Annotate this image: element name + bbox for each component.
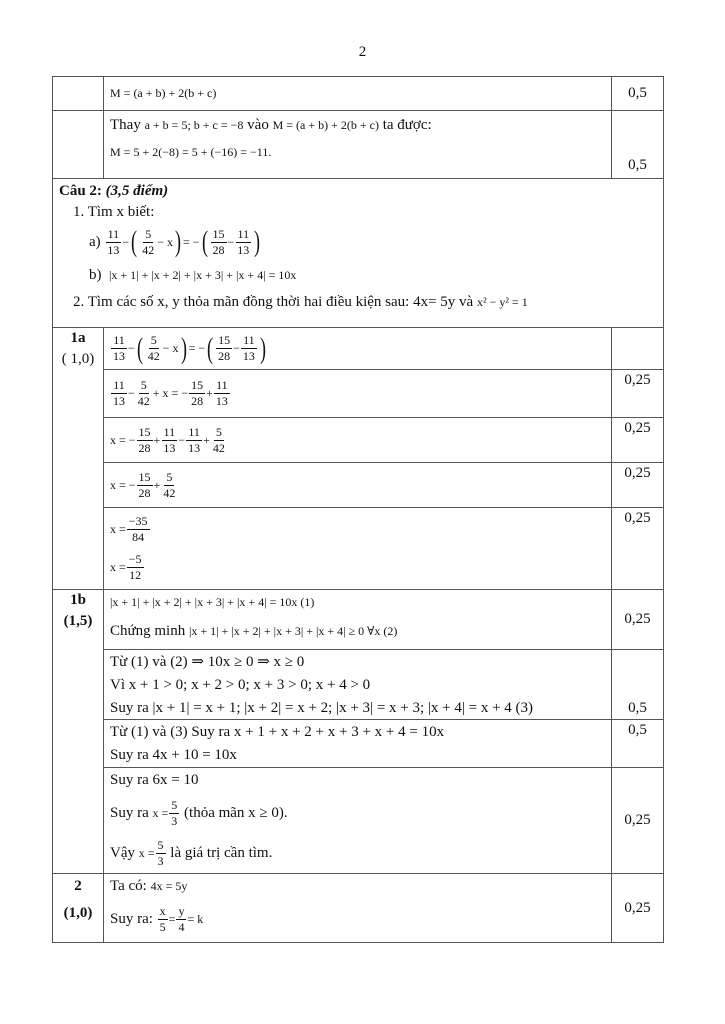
text: (thỏa mãn x ≥ 0). xyxy=(184,804,288,821)
table-row: x = $\frac{-35}{84}$ x = $\frac{-5}{12}$ 0,25 xyxy=(53,508,664,590)
score-cell: 0,5 xyxy=(612,77,664,111)
formula: M = 5 + 2(−8) = 5 + (−16) = −11. xyxy=(110,145,272,159)
text: Vì x + 1 > 0; x + 2 > 0; x + 3 > 0; x + 4 > 0 xyxy=(110,677,371,693)
question-row xyxy=(53,179,664,328)
score-cell: 0,25 xyxy=(612,768,664,874)
item-1a: a) $\frac{11}{13}$ − ( $\frac{5}{42}$ − x ) = − ( $\frac{15}{28}$ − $\frac{11}{13}$ ) xyxy=(89,225,261,258)
table-row xyxy=(53,111,664,179)
table-row xyxy=(53,77,664,111)
fraction: $\frac{-5}{12}$ xyxy=(128,552,142,582)
table-row: Suy ra 6x = 10 Suy ra x = $\frac{5}{3}$ (thỏa mãn x ≥ 0). Vậy x = $\frac{5}{3}$ là giá trị cần tìm. 0,25 xyxy=(53,768,664,874)
formula-m: M = (a + b) + 2(b + c) xyxy=(110,86,217,100)
fraction: $\frac{5}{3}$ xyxy=(157,837,164,868)
solution-table xyxy=(52,76,664,943)
fraction: $\frac{11}{13}$ xyxy=(113,378,125,408)
item-1b xyxy=(59,265,657,286)
score-cell: 0,5 xyxy=(612,111,664,179)
table-row xyxy=(53,720,664,768)
text: vào xyxy=(247,117,269,133)
fraction: $\frac{x}{5}$ xyxy=(159,903,166,934)
fraction: $\frac{-35}{84}$ xyxy=(128,514,148,544)
fraction: $\frac{11}{13}$ xyxy=(188,424,201,455)
score-cell: 0,5 xyxy=(612,720,664,768)
fraction: $\frac{11}{13}$ xyxy=(107,226,120,257)
score-cell: 0,5 xyxy=(612,650,664,720)
fraction: $\frac{y}{4}$ xyxy=(178,903,185,934)
fraction: $\frac{5}{42}$ xyxy=(147,333,160,363)
fraction: $\frac{5}{42}$ xyxy=(142,226,155,257)
text: Vậy xyxy=(110,844,135,861)
fraction: $\frac{15}{28}$ xyxy=(138,469,151,500)
item-2 xyxy=(59,292,657,313)
table-row xyxy=(53,590,664,650)
text: Ta có: xyxy=(110,878,147,894)
text: Suy ra: xyxy=(110,910,153,927)
text: Từ (1) và (2) ⇒ 10x ≥ 0 ⇒ x ≥ 0 xyxy=(110,654,305,670)
fraction: $\frac{5}{42}$ xyxy=(137,378,150,408)
text: 2. Tìm các số x, y thỏa mãn đồng thời hai điều kiện sau: 4x= 5y và xyxy=(73,294,474,310)
formula: M = (a + b) + 2(b + c) xyxy=(272,118,379,132)
item-1: 1. Tìm x biết: xyxy=(73,204,155,220)
formula: |x + 1| + |x + 2| + |x + 3| + |x + 4| = 10x xyxy=(109,268,297,282)
score-cell: 0,25 xyxy=(612,590,664,650)
fraction: $\frac{11}{13}$ xyxy=(237,226,250,257)
text: Thay xyxy=(110,117,141,133)
fraction: $\frac{5}{3}$ xyxy=(171,797,178,828)
score-cell: 0,25 xyxy=(612,418,664,463)
text: Suy ra 6x = 10 xyxy=(110,772,199,788)
fraction: $\frac{11}{13}$ xyxy=(163,424,176,455)
text: Chứng minh xyxy=(110,623,186,639)
score-cell: 0,25 xyxy=(612,370,664,418)
section-1b-label: 1b (1,5) xyxy=(53,590,104,874)
page-number: 2 xyxy=(358,44,367,60)
text: Từ (1) và (3) Suy ra x + 1 + x + 2 + x + 3 + x + 4 = 10x xyxy=(110,724,445,740)
label: a) xyxy=(89,233,101,250)
section-2-label: 2 (1,0) xyxy=(53,874,104,943)
formula: 4x = 5y xyxy=(150,879,188,893)
score-cell: 0,25 xyxy=(612,463,664,508)
fraction: $\frac{15}{28}$ xyxy=(212,226,225,257)
section-1a-label: 1a ( 1,0) xyxy=(53,328,104,590)
text: Suy ra xyxy=(110,804,149,821)
fraction: $\frac{15}{28}$ xyxy=(138,424,151,455)
formula: a + b = 5; b + c = −8 xyxy=(144,118,244,132)
score-cell: 0,25 xyxy=(612,508,664,590)
score-cell: 0,25 xyxy=(612,874,664,943)
text: là giá trị cần tìm. xyxy=(170,844,273,861)
label: b) xyxy=(89,267,102,283)
text: Suy ra 4x + 10 = 10x xyxy=(110,747,237,763)
table-row: x = − $\frac{15}{28}$ + $\frac{5}{42}$ 0,25 xyxy=(53,463,664,508)
table-row: 1a ( 1,0) $\frac{11}{13}$ − ( $\frac{5}{42}$ − x ) = − ( $\frac{15}{28}$ − $\frac{11}{13}$ ) xyxy=(53,328,664,370)
text: ta được: xyxy=(382,117,432,133)
fraction: $\frac{11}{13}$ xyxy=(215,378,228,408)
text: Suy ra |x + 1| = x + 1; |x + 2| = x + 2; |x + 3| = x + 3; |x + 4| = x + 4 (3) xyxy=(110,700,534,716)
formula: |x + 1| + |x + 2| + |x + 3| + |x + 4| = 10x (1) xyxy=(110,595,315,609)
fraction: $\frac{15}{28}$ xyxy=(191,378,204,408)
fraction: $\frac{15}{28}$ xyxy=(218,333,231,363)
formula: |x + 1| + |x + 2| + |x + 3| + |x + 4| ≥ 0 ∀x (2) xyxy=(188,624,398,638)
question-title: Câu 2: xyxy=(59,183,102,199)
question-points: (3,5 điểm) xyxy=(105,183,169,199)
fraction: $\frac{11}{13}$ xyxy=(113,333,125,363)
table-row: x = − $\frac{15}{28}$ + $\frac{11}{13}$ − $\frac{11}{13}$ + $\frac{5}{42}$ 0,25 xyxy=(53,418,664,463)
table-row xyxy=(53,650,664,720)
fraction: $\frac{11}{13}$ xyxy=(242,333,255,363)
fraction: $\frac{5}{42}$ xyxy=(163,469,176,500)
fraction: $\frac{5}{42}$ xyxy=(212,424,225,455)
table-row: $\frac{11}{13}$ − $\frac{5}{42}$ + x = − $\frac{15}{28}$ + $\frac{11}{13}$ 0,25 xyxy=(53,370,664,418)
table-row: 2 (1,0) Ta có: 4x = 5y Suy ra: $\frac{x}{5}$ = $\frac{y}{4}$ = k 0,25 xyxy=(53,874,664,943)
formula: x² − y² = 1 xyxy=(476,295,528,309)
